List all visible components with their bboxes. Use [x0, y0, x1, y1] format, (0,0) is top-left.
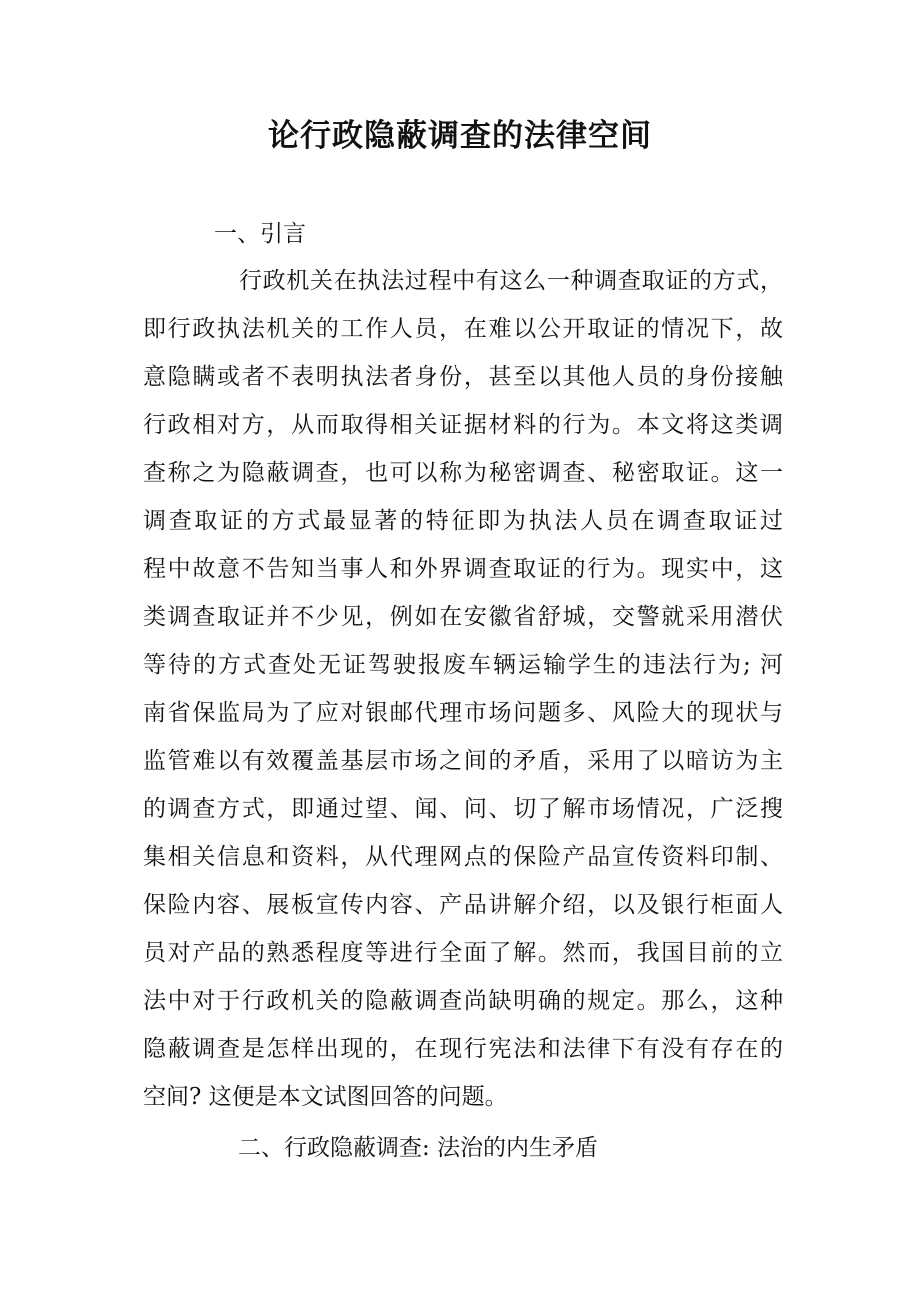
paragraph-line: 法中对于行政机关的隐蔽调查尚缺明确的规定。那么，这种 [143, 988, 783, 1014]
paragraph-line: 隐蔽调查是怎样出现的，在现行宪法和法律下有没有存在的 [143, 1036, 783, 1062]
paragraph-line: 员对产品的熟悉程度等进行全面了解。然而，我国目前的立 [143, 940, 783, 966]
paragraph-line: 行政相对方，从而取得相关证据材料的行为。本文将这类调 [143, 412, 783, 438]
paragraph-line: 行政机关在执法过程中有这么一种调查取证的方式， [239, 268, 783, 294]
paragraph-line: 查称之为隐蔽调查，也可以称为秘密调查、秘密取证。这一 [143, 460, 783, 486]
section-heading-introduction: 一、引言 [214, 221, 306, 247]
paragraph-line: 的调查方式，即通过望、闻、问、切了解市场情况，广泛搜 [143, 796, 783, 822]
paragraph-line: 空间? 这便是本文试图回答的问题。 [143, 1084, 508, 1110]
paragraph-line: 调查取证的方式最显著的特征即为执法人员在调查取证过 [143, 508, 783, 534]
paragraph-line: 集相关信息和资料，从代理网点的保险产品宣传资料印制、 [143, 844, 783, 870]
paragraph-line: 保险内容、展板宣传内容、产品讲解介绍，以及银行柜面人 [143, 892, 783, 918]
document-title: 论行政隐蔽调查的法律空间 [268, 118, 652, 154]
paragraph-line: 等待的方式查处无证驾驶报废车辆运输学生的违法行为; 河 [143, 652, 783, 678]
paragraph-line: 南省保监局为了应对银邮代理市场问题多、风险大的现状与 [143, 700, 783, 726]
paragraph-line: 类调查取证并不少见，例如在安徽省舒城，交警就采用潜伏 [143, 604, 783, 630]
paragraph-line: 监管难以有效覆盖基层市场之间的矛盾，采用了以暗访为主 [143, 748, 783, 774]
paragraph-line: 意隐瞒或者不表明执法者身份，甚至以其他人员的身份接触 [143, 364, 783, 390]
paragraph-line: 即行政执法机关的工作人员，在难以公开取证的情况下，故 [143, 316, 783, 342]
paragraph-line: 程中故意不告知当事人和外界调查取证的行为。现实中，这 [143, 556, 783, 582]
section-heading-inherent-contradiction: 二、行政隐蔽调查: 法治的内生矛盾 [238, 1135, 599, 1161]
